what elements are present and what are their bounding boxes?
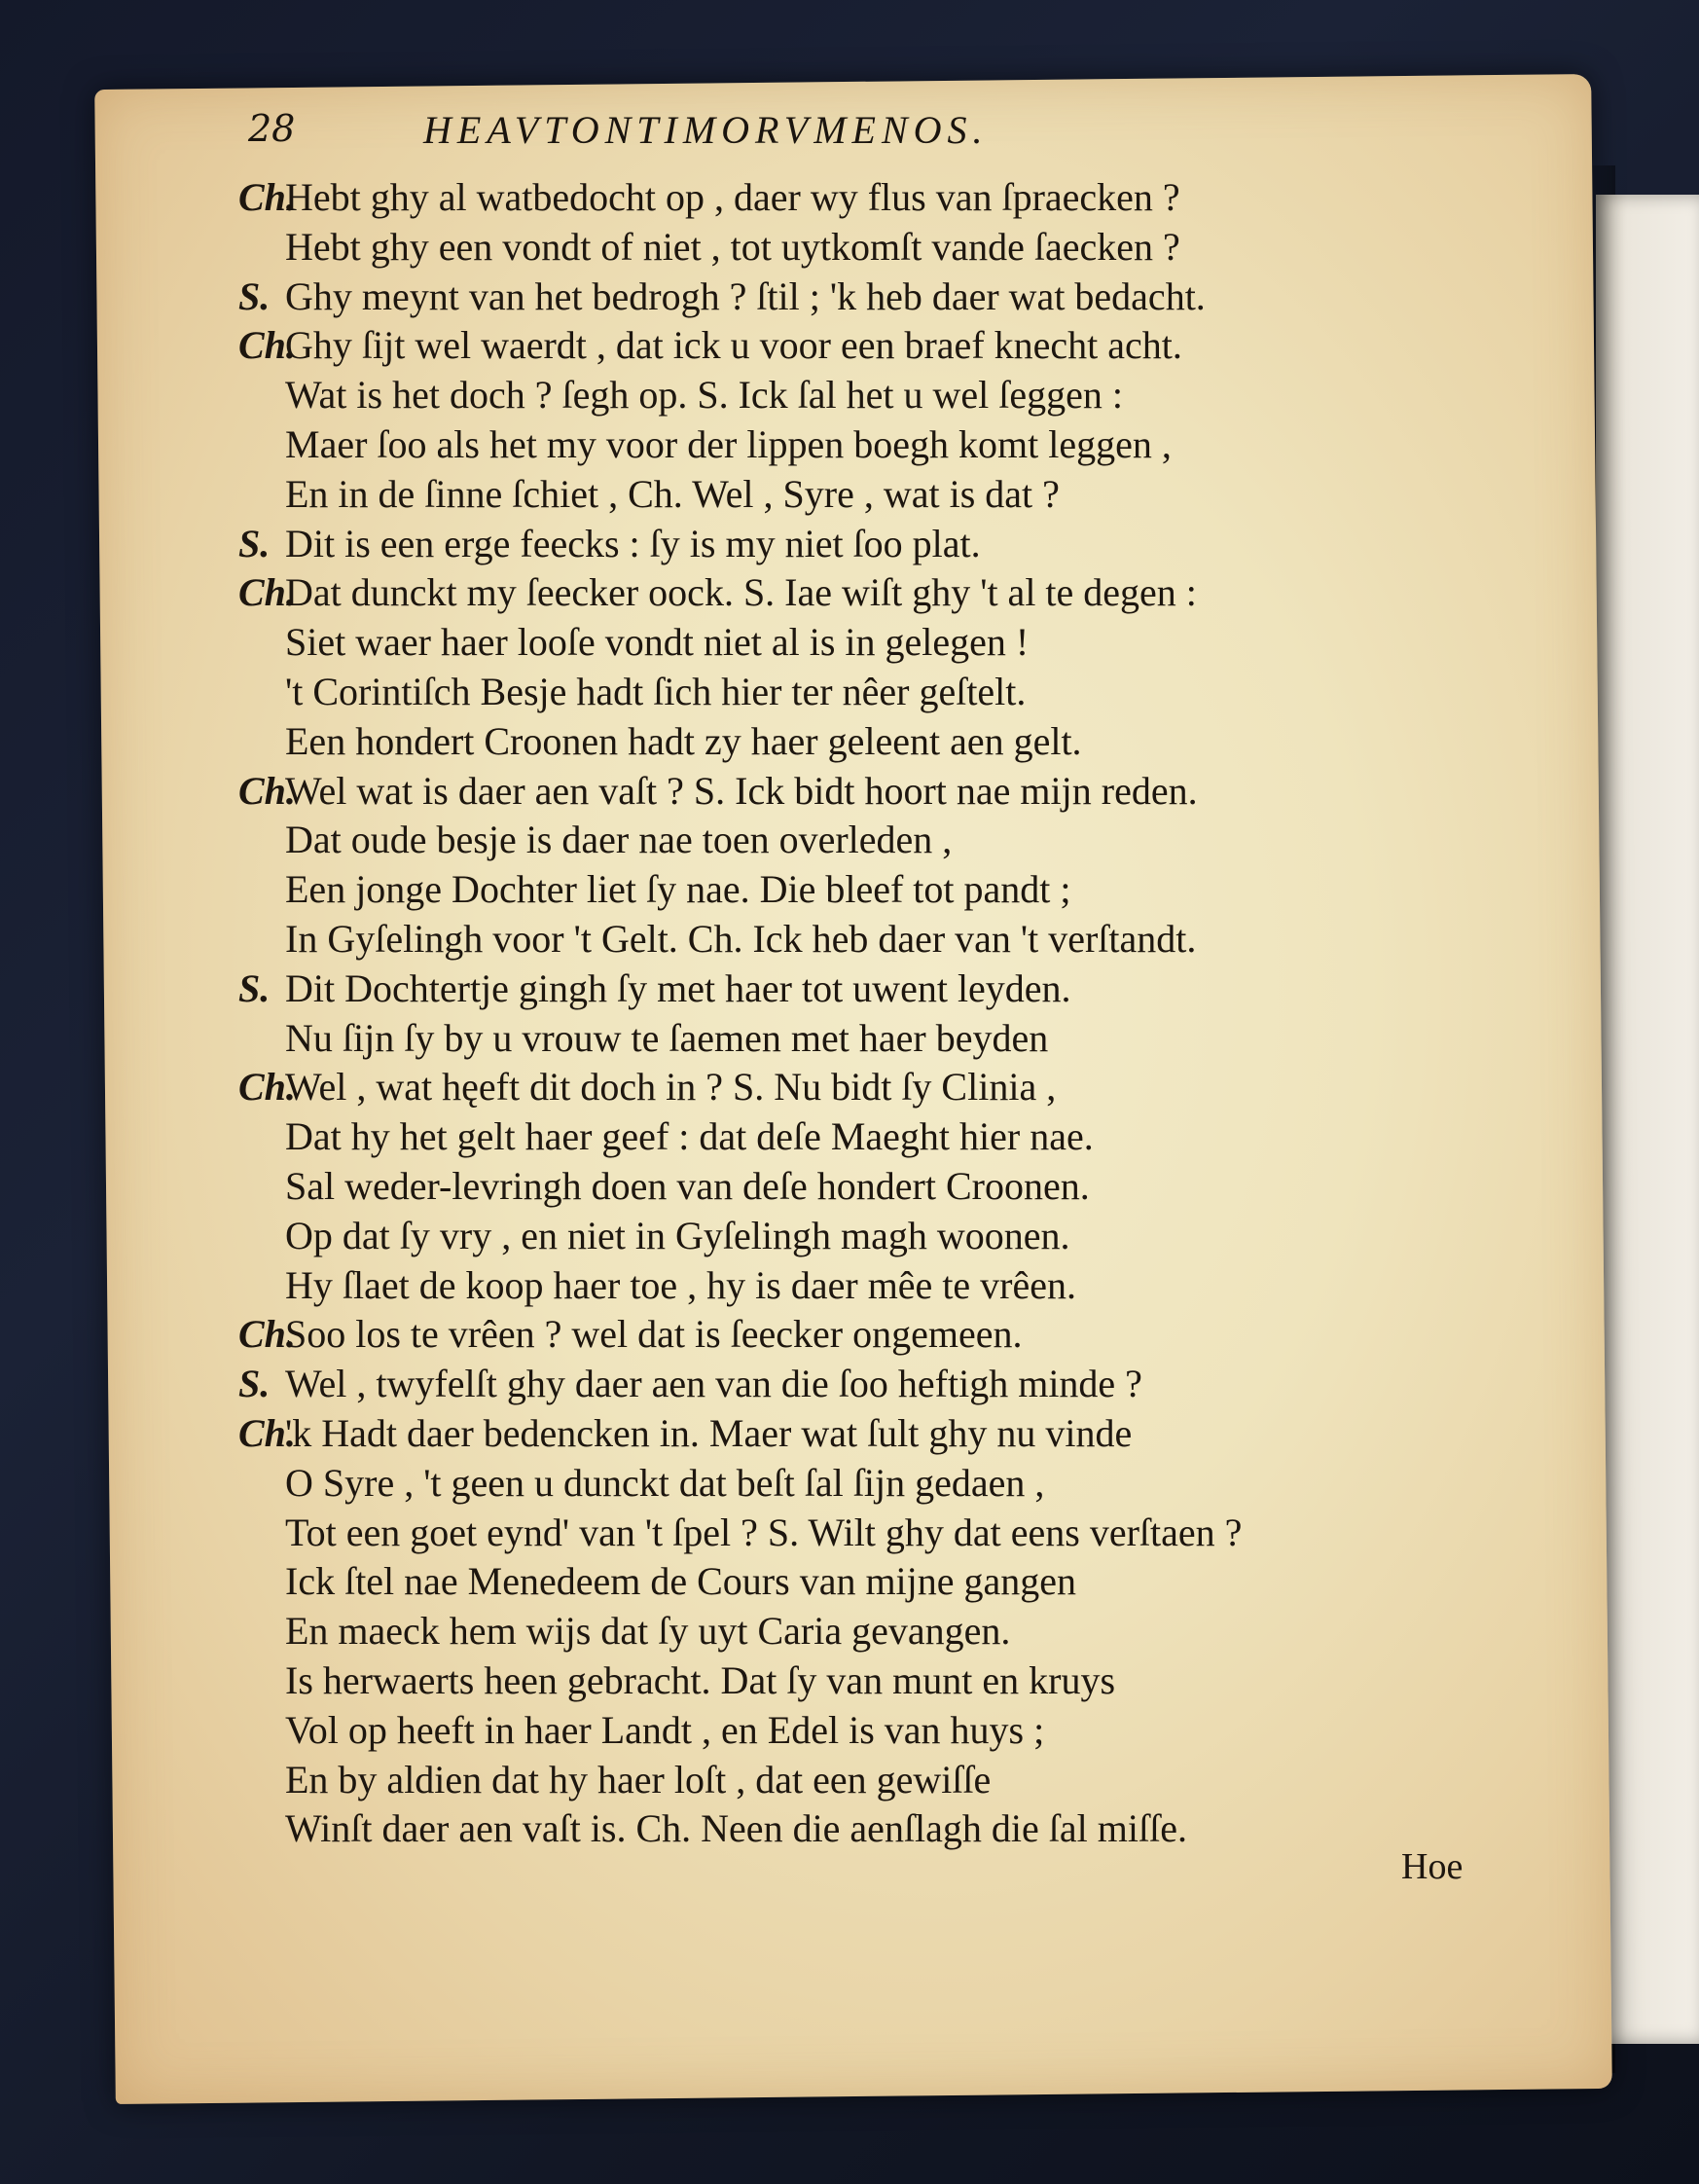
- verse-text: Is herwaerts heen gebracht. Dat ſy van munt en kruys: [285, 1657, 1116, 1702]
- verse-line: [238, 371, 1426, 420]
- verse-text: Een jonge Dochter liet ſy nae. Die bleef tot pandt ;: [285, 867, 1071, 912]
- verse-text: Hebt ghy een vondt of niet , tot uytkomſt vande ſaecken ?: [285, 224, 1180, 269]
- verse-line: [238, 1804, 1426, 1854]
- speaker-label: S.: [238, 1362, 271, 1406]
- verse-text: Ghy ſijt wel waerdt , dat ick u voor een braef knecht acht.: [285, 323, 1182, 368]
- verse-line: [238, 915, 1426, 965]
- speaker-label: S.: [238, 273, 271, 318]
- verse-line: [238, 1112, 1426, 1162]
- verse-text-block: [238, 173, 1426, 1854]
- verse-line: [238, 520, 1426, 569]
- verse-line: [238, 1409, 1426, 1459]
- verse-text: Ghy meynt van het bedrogh ? ſtil ; 'k heb daer wat bedacht.: [285, 273, 1206, 318]
- speaker-label: S.: [238, 521, 271, 565]
- verse-line: [238, 1212, 1426, 1261]
- verse-line: [238, 618, 1426, 668]
- verse-text: Een hondert Croonen hadt zy haer geleent aen gelt.: [285, 718, 1082, 763]
- speaker-label: Ch.: [238, 1065, 296, 1110]
- verse-line: [238, 1756, 1426, 1805]
- verse-text: Wel , wat hęeft dit doch in ? S. Nu bidt ſy Clinia ,: [285, 1065, 1057, 1110]
- verse-line: [238, 1162, 1426, 1212]
- verse-text: 'k Hadt daer bedencken in. Maer wat ſult ghy nu vinde: [285, 1410, 1133, 1455]
- verse-line: [238, 420, 1426, 470]
- verse-line: [238, 568, 1426, 618]
- verse-line: [238, 1261, 1426, 1311]
- verse-text: Dit Dochtertje gingh ſy met haer tot uwent leyden.: [285, 965, 1071, 1010]
- verse-text: Wel , twyfelſt ghy daer aen van die ſoo heftigh minde ?: [285, 1362, 1142, 1406]
- verse-text: Maer ſoo als het my voor der lippen boegh komt leggen ,: [285, 421, 1172, 466]
- speaker-label: Ch.: [238, 1312, 296, 1357]
- verse-line: [238, 1063, 1426, 1112]
- verse-line: [238, 767, 1426, 817]
- verse-text: Ick ſtel nae Menedeem de Cours van mijne gangen: [285, 1559, 1077, 1604]
- verse-line: [238, 1509, 1426, 1558]
- page-header: [248, 107, 1416, 175]
- verse-text: 't Corintiſch Besje hadt ſich hier ter nêer geſtelt.: [285, 669, 1027, 713]
- speaker-label: Ch.: [238, 1410, 296, 1455]
- speaker-label: Ch.: [238, 570, 296, 615]
- speaker-label: Ch.: [238, 175, 296, 219]
- verse-text: Dat dunckt my ſeecker oock. S. Iae wiſt ghy 't al te degen :: [285, 570, 1197, 615]
- verse-text: Siet waer haer looſe vondt niet al is in gelegen !: [285, 620, 1030, 665]
- verse-line: [238, 865, 1426, 915]
- verse-line: [238, 223, 1426, 273]
- speaker-label: S.: [238, 965, 271, 1010]
- verse-text: Winſt daer aen vaſt is. Ch. Neen die aenſlagh die ſal miſſe.: [285, 1806, 1187, 1851]
- speaker-label: Ch.: [238, 768, 296, 813]
- verse-line: [238, 1557, 1426, 1607]
- verse-line: [238, 1459, 1426, 1509]
- verse-line: [238, 1360, 1426, 1409]
- verse-line: [238, 1310, 1426, 1360]
- verse-text: Nu ſijn ſy by u vrouw te ſaemen met haer beyden: [285, 1015, 1049, 1060]
- verse-line: [238, 470, 1426, 520]
- running-title: HEAVTONTIMORVMENOS.: [423, 108, 989, 152]
- verse-line: [238, 1607, 1426, 1656]
- verse-text: Hy ſlaet de koop haer toe , hy is daer mêe te vrêen.: [285, 1262, 1077, 1307]
- verse-text: Op dat ſy vry , en niet in Gyſelingh magh woonen.: [285, 1213, 1070, 1257]
- verse-text: Hebt ghy al watbedocht op , daer wy flus van ſpraecken ?: [285, 175, 1180, 219]
- verse-text: Tot een goet eynd' van 't ſpel ? S. Wilt ghy dat eens verſtaen ?: [285, 1510, 1243, 1554]
- verse-text: Dat oude besje is daer nae toen overleden ,: [285, 818, 953, 862]
- verse-text: O Syre , 't geen u dunckt dat beſt ſal ſijn gedaen ,: [285, 1460, 1045, 1505]
- verse-text: Soo los te vrêen ? wel dat is ſeecker ongemeen.: [285, 1312, 1023, 1357]
- catchword: Hoe: [1401, 1846, 1464, 1887]
- verse-text: Wel wat is daer aen vaſt ? S. Ick bidt hoort nae mijn reden.: [285, 768, 1198, 813]
- verse-text: Dit is een erge feecks : ſy is my niet ſoo plat.: [285, 521, 981, 565]
- verse-line: [238, 173, 1426, 223]
- verse-text: Vol op heeft in haer Landt , en Edel is van huys ;: [285, 1707, 1045, 1752]
- verse-line: [238, 717, 1426, 767]
- facing-page-edge: [1596, 195, 1699, 2044]
- verse-line: [238, 965, 1426, 1014]
- verse-line: [238, 1656, 1426, 1706]
- verse-text: En in de ſinne ſchiet , Ch. Wel , Syre , wat is dat ?: [285, 471, 1060, 516]
- verse-text: In Gyſelingh voor 't Gelt. Ch. Ick heb daer van 't verſtandt.: [285, 916, 1197, 961]
- verse-text: Wat is het doch ? ſegh op. S. Ick ſal het u wel ſeggen :: [285, 373, 1123, 418]
- verse-line: [238, 321, 1426, 371]
- verse-text: Dat hy het gelt haer geef : dat deſe Maeght hier nae.: [285, 1114, 1094, 1159]
- verse-text: Sal weder-levringh doen van deſe hondert Croonen.: [285, 1163, 1090, 1208]
- speaker-label: Ch.: [238, 323, 296, 368]
- verse-line: [238, 273, 1426, 322]
- verse-line: [238, 1706, 1426, 1756]
- verse-line: [238, 816, 1426, 865]
- page-number: 28: [248, 107, 296, 150]
- verse-line: [238, 1014, 1426, 1064]
- verse-line: [238, 668, 1426, 717]
- verse-text: En maeck hem wijs dat ſy uyt Caria gevangen.: [285, 1609, 1011, 1654]
- verse-text: En by aldien dat hy haer loſt , dat een gewiſſe: [285, 1757, 992, 1802]
